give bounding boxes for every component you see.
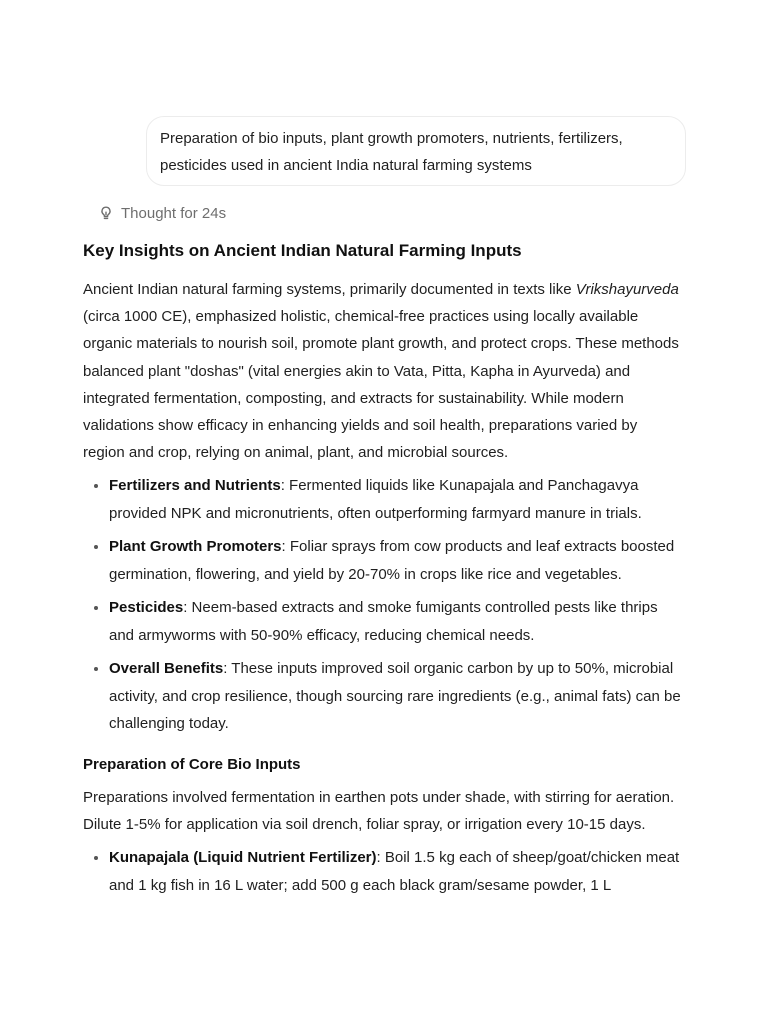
list-item-text: : Boil 1.5 kg each of sheep/goat/chicken meat and 1 kg fish in 16 L water; add 500 g each black gram/sesame powder, 1 L (109, 849, 680, 894)
list-item-title: Pesticides (109, 599, 184, 617)
list-item-title: Fertilizers and Nutrients (109, 477, 281, 495)
thought-label: Thought for 24s (121, 204, 227, 222)
key-insights-list (83, 472, 683, 738)
list-item-text: : Fermented liquids like Kunapajala and Panchagavya provided NPK and micronutrients, often outperforming farmyard manure in trials. (109, 477, 642, 522)
user-message-text: Preparation of bio inputs, plant growth promoters, nutrients, fertilizers, pesticides used in ancient India natural farming systems (160, 130, 623, 174)
list-item (109, 594, 683, 649)
list-item (109, 472, 683, 527)
intro-text-end: (circa 1000 CE), emphasized holistic, chemical-free practices using locally available organic materials to nourish soil, promote plant growth, and protect crops. These methods balanced plant "doshas" (vital energies akin to Vata, Pitta, Kapha in Ayurveda) and integrated fermentation, composting, and extracts for sustainability. While modern validations show efficacy in enhancing yields and soil health, preparations varied by region and crop, relying on animal, plant, and microbial sources. (83, 308, 679, 462)
list-item-title: Plant Growth Promoters (109, 538, 282, 556)
thought-toggle[interactable] (98, 202, 226, 224)
intro-italic-term: Vrikshayurveda (575, 281, 679, 298)
list-item-title: Kunapajala (Liquid Nutrient Fertilizer) (109, 849, 377, 867)
section-heading: Preparation of Core Bio Inputs (83, 755, 301, 773)
intro-text-start: Ancient Indian natural farming systems, primarily documented in texts like (83, 281, 576, 298)
user-message-bubble (146, 116, 686, 186)
list-item-text: : Foliar sprays from cow products and leaf extracts boosted germination, flowering, and yield by 20-70% in crops like rice and vegetables. (109, 538, 675, 583)
list-item (109, 533, 683, 588)
response-heading: Key Insights on Ancient Indian Natural Farming Inputs (83, 241, 522, 260)
core-inputs-list (83, 844, 683, 899)
lightbulb-icon (98, 205, 114, 221)
intro-paragraph (83, 276, 683, 466)
list-item (109, 844, 683, 899)
list-item-text: : Neem-based extracts and smoke fumigants controlled pests like thrips and armyworms with 50-90% efficacy, reducing chemical needs. (109, 599, 658, 644)
list-item (109, 655, 683, 738)
section-paragraph: Preparations involved fermentation in earthen pots under shade, with stirring for aeration. Dilute 1-5% for application via soil drench, foliar spray, or irrigation every 10-15 days. (83, 788, 675, 834)
list-item-title: Overall Benefits (109, 660, 224, 678)
list-item-text: : These inputs improved soil organic carbon by up to 50%, microbial activity, and crop resilience, though sourcing rare ingredients (e.g., animal fats) can be challenging today. (109, 660, 681, 733)
assistant-response (83, 238, 683, 905)
